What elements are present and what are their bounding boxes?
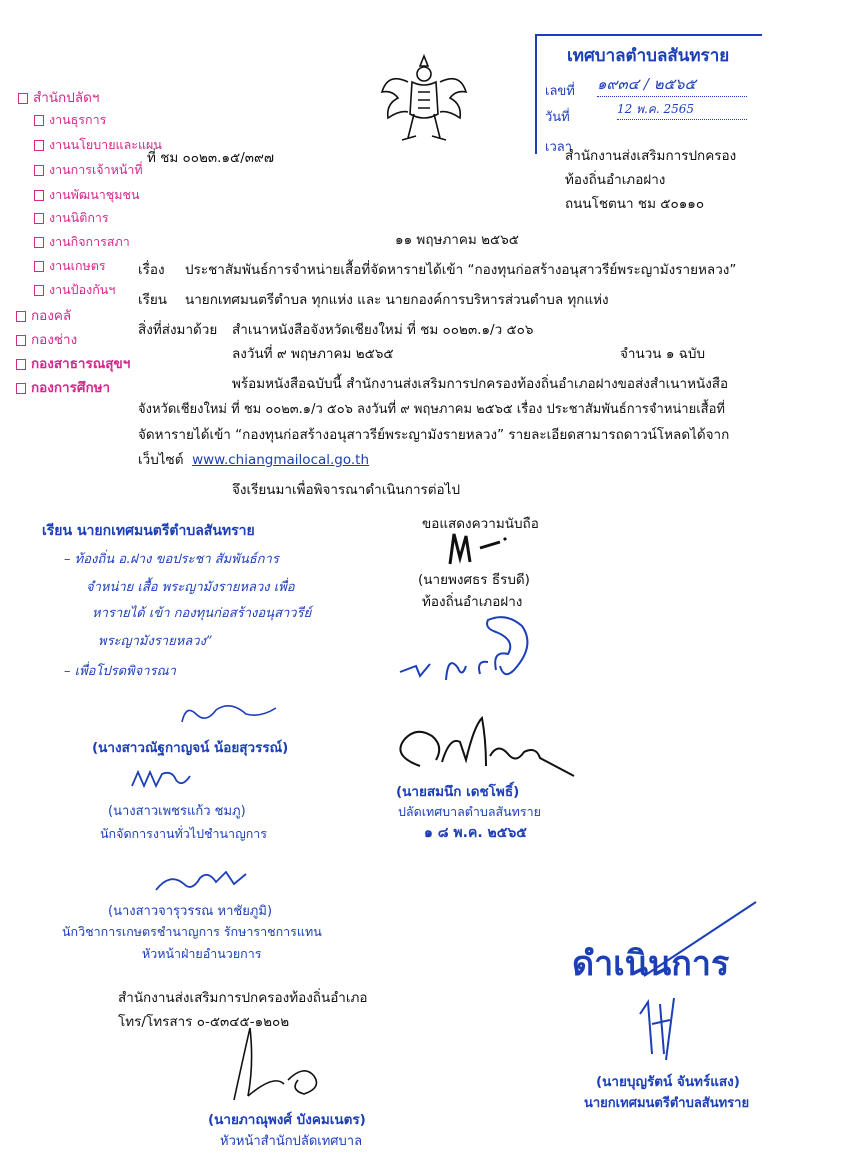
staff3-signature (150, 862, 260, 896)
routing-item: งานพัฒนาชุมชน (34, 185, 140, 205)
footer-office: สำนักงานส่งเสริมการปกครองท้องถิ่นอำเภอ (118, 990, 368, 1006)
checked-box-icon (18, 93, 28, 104)
enclosure-date: ลงวันที่ ๙ พฤษภาคม ๒๕๖๕ (232, 346, 394, 362)
sender-office: สำนักงานส่งเสริมการปกครอง (565, 148, 737, 164)
staff2-signature (128, 766, 198, 792)
mayor-name: (นายบุญรัตน์ จันทร์แสง) (596, 1074, 740, 1090)
body-line-3: จัดหารายได้เข้า “กองทุนก่อสร้างอนุสาวรีย์พระญามังรายหลวง” รายละเอียดสามารถดาวน์โหลดได้จาก (138, 427, 730, 443)
chief-title: หัวหน้าสำนักปลัดเทศบาล (220, 1134, 363, 1149)
checkbox-icon (16, 383, 26, 394)
routing-header: สำนักปลัดฯ (18, 86, 99, 108)
footer-phone: โทร/โทรสาร ๐-๕๓๔๕-๑๒๐๒ (118, 1014, 290, 1030)
memo-to: เรียน นายกเทศมนตรีตำบลสันทราย (42, 523, 255, 539)
handwritten-signature (396, 610, 546, 690)
signer-signature (440, 528, 520, 568)
memo-line: หารายได้ เข้า กองทุนก่อสร้างอนุสาวรีย์ (92, 606, 312, 621)
staff3-title-2: หัวหน้าฝ่ายอำนวยการ (142, 946, 262, 961)
memo-line: จำหน่าย เสื้อ พระญามังรายหลวง เพื่อ (86, 580, 295, 595)
enclosure-count: จำนวน ๑ ฉบับ (620, 346, 706, 362)
checkbox-icon (34, 261, 44, 272)
signer-name: (นายพงศธร ธีรบดี) (418, 572, 530, 588)
sender-office-line2: ท้องถิ่นอำเภอฝาง (565, 172, 666, 188)
body-line-4: เว็บไซต์ www.chiangmailocal.go.th (138, 452, 370, 468)
deputy-signature (390, 716, 580, 782)
letter-date: ๑๑ พฤษภาคม ๒๕๖๕ (395, 232, 520, 248)
checkbox-icon (34, 213, 44, 224)
routing-division: กองช่าง (16, 328, 77, 350)
routing-division: กองสาธารณสุขฯ (16, 352, 130, 374)
reference-number: ที่ ชม ๐๐๒๓.๑๕/๓๙๗ (147, 150, 275, 166)
memo-line: – ท้องถิ่น อ.ฝาง ขอประชา สัมพันธ์การ (64, 552, 279, 567)
sender-address: ถนนโชตนา ชม ๕๐๑๑๐ (565, 196, 705, 212)
routing-item: งานนิติการ (34, 208, 109, 228)
memo-line: – เพื่อโปรดพิจารณา (64, 664, 176, 679)
closing-request: จึงเรียนมาเพื่อพิจารณาดำเนินการต่อไป (232, 482, 461, 498)
deputy-name: (นายสมนึก เดชโพธิ์) (396, 784, 520, 800)
routing-item: งานเกษตร (34, 256, 106, 276)
closing: ขอแสดงความนับถือ (422, 516, 539, 532)
checkbox-icon (34, 165, 44, 176)
checkbox-icon (34, 285, 44, 296)
staff3-name: (นางสาวจารุวรรณ หาชัยภูมิ) (108, 904, 273, 919)
routing-item: งานธุรการ (34, 110, 106, 130)
stamp-title: เทศบาลตำบลสันทราย (567, 46, 730, 66)
checkbox-icon (34, 237, 44, 248)
checkbox-icon (34, 115, 44, 126)
stamp-time-label: เวลา (545, 140, 573, 155)
staff1-name: (นางสาวณัฐกาญจน์ น้อยสุวรรณ์) (92, 740, 289, 756)
mayor-signature (630, 994, 690, 1064)
checkbox-icon (16, 335, 26, 346)
checkbox-icon (16, 359, 26, 370)
checkbox-icon (34, 190, 44, 201)
to-label: เรียน (138, 292, 168, 308)
routing-item: งานกิจการสภา (34, 232, 130, 252)
routing-item: งานป้องกันฯ (34, 280, 115, 300)
action-stamp: ดำเนินการ (572, 944, 730, 984)
routing-item: งานนโยบายและแผน (34, 135, 162, 155)
deputy-title: ปลัดเทศบาลตำบลสันทราย (398, 804, 541, 819)
signer-title: ท้องถิ่นอำเภอฝาง (422, 594, 523, 610)
stamp-number-value: ๑๙๓๔ / ๒๕๖๕ (597, 72, 747, 97)
staff3-title: นักวิชาการเกษตรชำนาญการ รักษาราชการแทน (62, 924, 322, 939)
garuda-emblem (378, 52, 470, 148)
stamp-date-value: 12 พ.ค. 2565 (617, 100, 747, 120)
memo-line: พระญามังรายหลวง” (98, 634, 213, 649)
chief-name: (นายภาณุพงศ์ บังคมเนตร) (208, 1112, 366, 1128)
action-slash-mark (640, 900, 760, 980)
subject-text: ประชาสัมพันธ์การจำหน่ายเสื้อที่จัดหารายได้เข้า “กองทุนก่อสร้างอนุสาวรีย์พระญามังรายหลวง” (185, 262, 737, 278)
deputy-date: ๑ ๘ พ.ค. ๒๕๖๕ (424, 825, 527, 841)
stamp-number-label: เลขที่ (545, 84, 575, 99)
staff2-title: นักจัดการงานทั่วไปชำนาญการ (100, 826, 268, 841)
staff2-name: (นางสาวเพชรแก้ว ชมภู) (108, 804, 246, 819)
mayor-title: นายกเทศมนตรีตำบลสันทราย (584, 1096, 750, 1111)
staff1-signature (176, 696, 286, 728)
enclosure-text: สำเนาหนังสือจังหวัดเชียงใหม่ ที่ ชม ๐๐๒๓.๑/ว ๕๐๖ (232, 322, 534, 338)
stamp-date-label: วันที่ (545, 110, 570, 125)
routing-division: กองการศึกษา (16, 376, 110, 398)
to-text: นายกเทศมนตรีตำบล ทุกแห่ง และ นายกองค์การบริหารส่วนตำบล ทุกแห่ง (185, 292, 609, 308)
body-line-1: พร้อมหนังสือฉบับนี้ สำนักงานส่งเสริมการปกครองท้องถิ่นอำเภอฝางขอส่งสำเนาหนังสือ (232, 376, 729, 392)
website-link[interactable]: www.chiangmailocal.go.th (192, 452, 370, 468)
checkbox-icon (16, 311, 26, 322)
routing-item: งานการเจ้าหน้าที่ (34, 160, 143, 180)
checkbox-icon (34, 140, 44, 151)
enclosure-label: สิ่งที่ส่งมาด้วย (138, 322, 218, 338)
received-stamp (535, 34, 762, 154)
subject-label: เรื่อง (138, 262, 165, 278)
chief-signature (214, 1024, 334, 1104)
routing-division: กองคลั (16, 304, 71, 326)
body-line-2: จังหวัดเชียงใหม่ ที่ ชม ๐๐๒๓.๑/ว ๕๐๖ ลงวันที่ ๙ พฤษภาคม ๒๕๖๕ เรื่อง ประชาสัมพันธ์การจำหน่ายเสื้อที่ (138, 402, 725, 417)
